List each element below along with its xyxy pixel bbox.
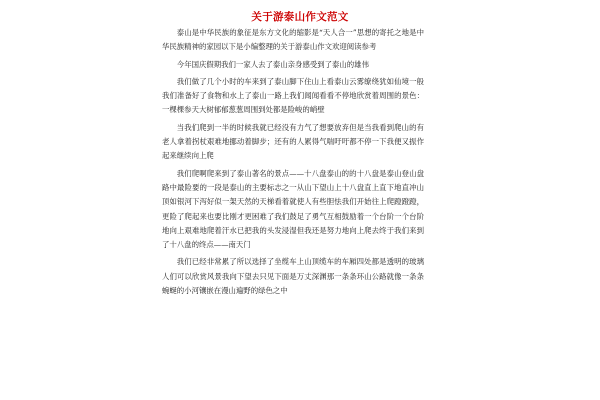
paragraph: 我们已经非常累了所以选择了坐缆车上山顶缆车的车厢四处都是透明的玻璃人们可以欣赏风景我向下望去只见下面是万丈深渊那一条条环山公路就像一条条蜿蜒的小河镶嵌在漫山遍野的绿色之中 bbox=[162, 257, 424, 296]
document-body bbox=[162, 26, 424, 301]
paragraph: 我们爬啊爬来到了泰山著名的景点——十八盘泰山的的十八盘是泰山登山盘路中最险要的一段是泰山的主要标志之一从山下望山上十八盘直上直下地直冲山顶如银河下泻好似一架天然的天梯看着就使人有些胆怯我们开始往上爬蹬蹬蹬，更险了爬起来也要比刚才更困难了我们鼓足了勇气互相鼓励着一个台阶一个台阶地向上艰难地爬着汗水已把我的头发浸湿但我还是努力地向上爬去终于我们来到了十八盘的终点——南天门 bbox=[162, 168, 424, 250]
paragraph: 泰山是中华民族的象征是东方文化的缩影是“天人合一”思想的寄托之地是中华民族精神的家园以下是小编整理的关于游泰山作文欢迎阅读参考 bbox=[162, 28, 424, 52]
paragraph: 当我们爬到一半的时候我就已经没有力气了想要放弃但是当我看到爬山的有老人拿着拐杖艰难地挪动着脚步；还有的人累得气喘吁吁都不停一下我便又振作起来继续向上爬 bbox=[162, 122, 424, 161]
paragraph: 今年国庆假期我们一家人去了泰山亲身感受到了泰山的雄伟 bbox=[176, 59, 369, 69]
document-title: 关于游泰山作文范文 bbox=[251, 11, 349, 23]
paragraph: 我们做了几个小时的车来到了泰山脚下住山上看泰山云雾缭绕犹如仙境一般我们准备好了食物和水上了泰山一路上我们闻闻看看不停地欣赏着周围的景色：一棵棵参天大树郁郁葱葱周围到处都是险峻的峭壁 bbox=[162, 76, 424, 115]
